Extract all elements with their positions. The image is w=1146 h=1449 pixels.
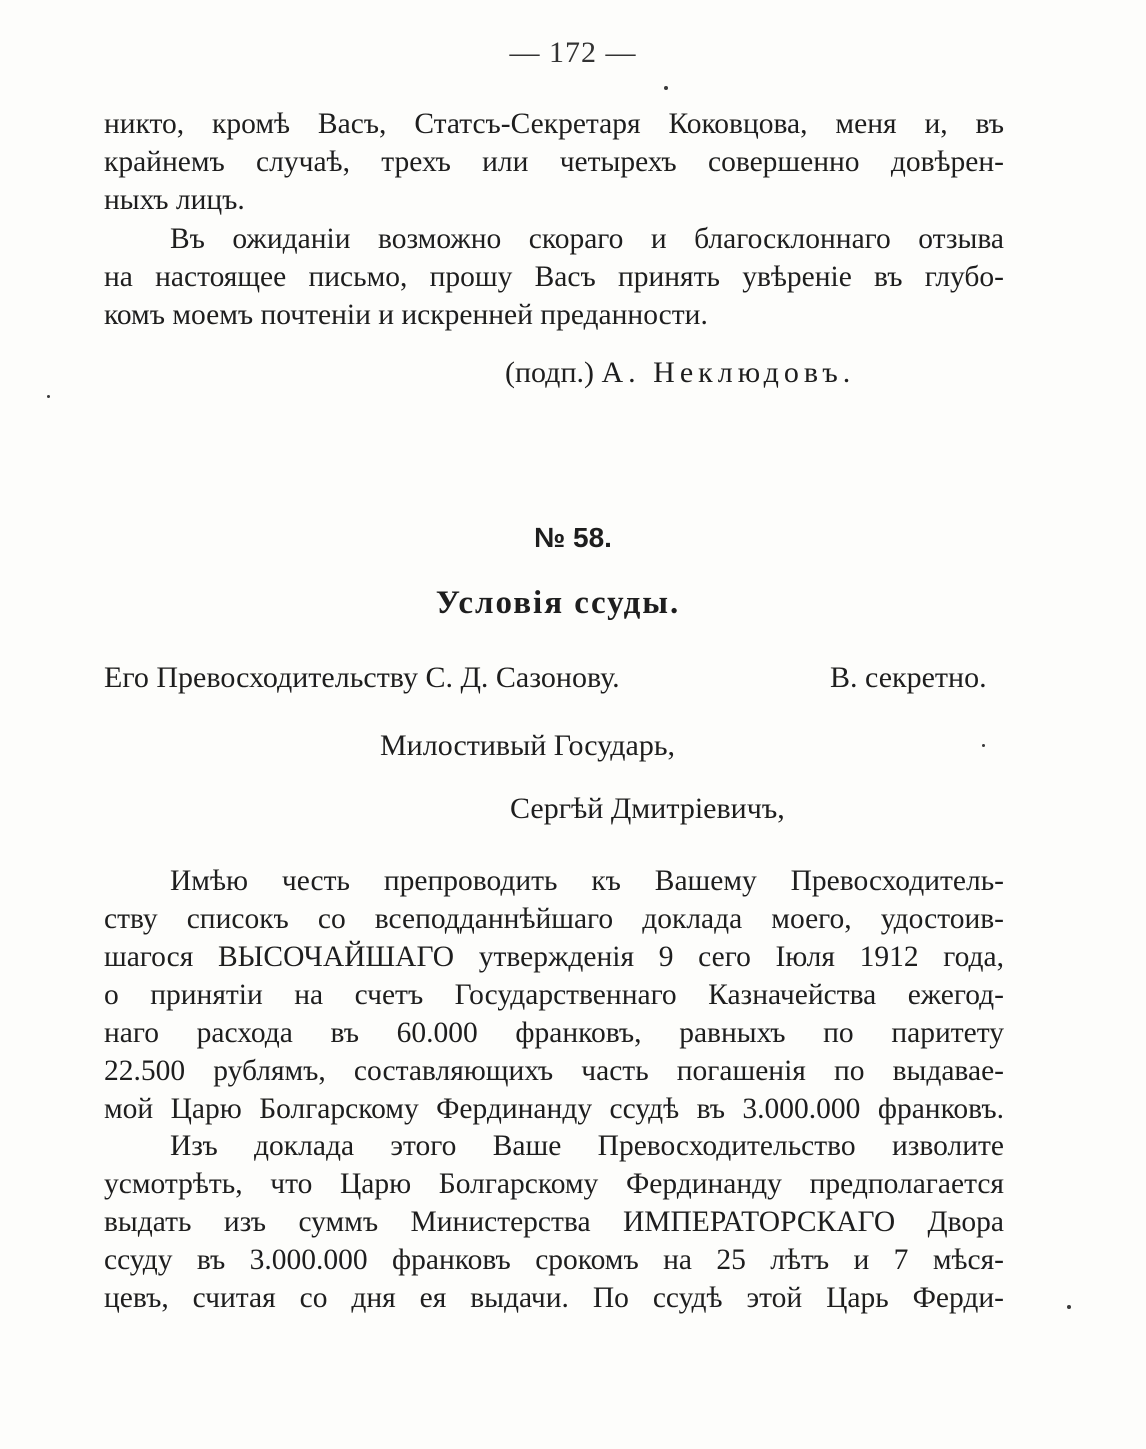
scan-speck (1067, 1305, 1071, 1309)
text-line: наго расхода въ 60.000 франковъ, равныхъ по паритету (104, 1017, 1004, 1049)
text-line: выдать изъ суммъ Министерства ИМПЕРАТОРСКАГО Двора (104, 1206, 1004, 1238)
text-line: на настоящее письмо, прошу Васъ принять увѣреніе въ глубо- (104, 261, 1004, 293)
signature-name: А. Неклюдовъ. (601, 356, 856, 389)
text-line: шагося ВЫСОЧАЙШАГО утвержденія 9 сего Іюля 1912 года, (104, 941, 1004, 973)
text-line: комъ моемъ почтеніи и искренней преданности. (104, 299, 708, 331)
classification-mark: В. секретно. (830, 661, 987, 694)
body-paragraph (104, 862, 1004, 1128)
text-line: Изъ доклада этого Ваше Превосходительство изволите (170, 1130, 1004, 1162)
salutation-line: Милостивый Государь, (380, 729, 676, 762)
continuation-paragraph (104, 105, 1004, 219)
text-line: ссуду въ 3.000.000 франковъ срокомъ на 25 лѣтъ и 7 мѣся- (104, 1244, 1004, 1276)
body-paragraph (104, 1127, 1004, 1317)
addressee-line: Его Превосходительству С. Д. Сазонову. (104, 661, 620, 694)
salutation-line: Сергѣй Дмитріевичъ, (510, 792, 785, 825)
text-line: 22.500 рублямъ, составляющихъ часть погашенія по выдавае- (104, 1055, 1004, 1087)
signature-prefix: (подп.) (505, 356, 594, 389)
text-line: крайнемъ случаѣ, трехъ или четырехъ совершенно довѣрен- (104, 146, 1004, 178)
text-line: никто, кромѣ Васъ, Статсъ-Секретаря Коковцова, меня и, въ (104, 108, 1004, 140)
scan-speck (664, 86, 668, 90)
document-title: Условія ссуды. (435, 585, 681, 621)
text-line: усмотрѣть, что Царю Болгарскому Фердинанду предполагается (104, 1168, 1004, 1200)
document-number: № 58. (534, 522, 612, 553)
text-line: ству списокъ со всеподданнѣйшаго доклада моего, удостоив- (104, 903, 1004, 935)
page-number: — 172 — (509, 36, 637, 69)
text-line: мой Царю Болгарскому Фердинанду ссудѣ въ 3.000.000 франковъ. (104, 1093, 1004, 1125)
text-line: о принятіи на счетъ Государственнаго Казначейства ежегод- (104, 979, 1004, 1011)
scan-speck (47, 395, 50, 398)
text-line: ныхъ лицъ. (104, 184, 245, 216)
scan-speck (982, 744, 985, 747)
text-line: Имѣю честь препроводить къ Вашему Превосходитель- (170, 865, 1004, 897)
text-line: Въ ожиданіи возможно скораго и благосклоннаго отзыва (170, 223, 1004, 255)
signature (505, 353, 855, 393)
closing-paragraph (104, 220, 1004, 334)
text-line: цевъ, считая со дня ея выдачи. По ссудѣ этой Царь Ферди- (104, 1282, 1004, 1314)
